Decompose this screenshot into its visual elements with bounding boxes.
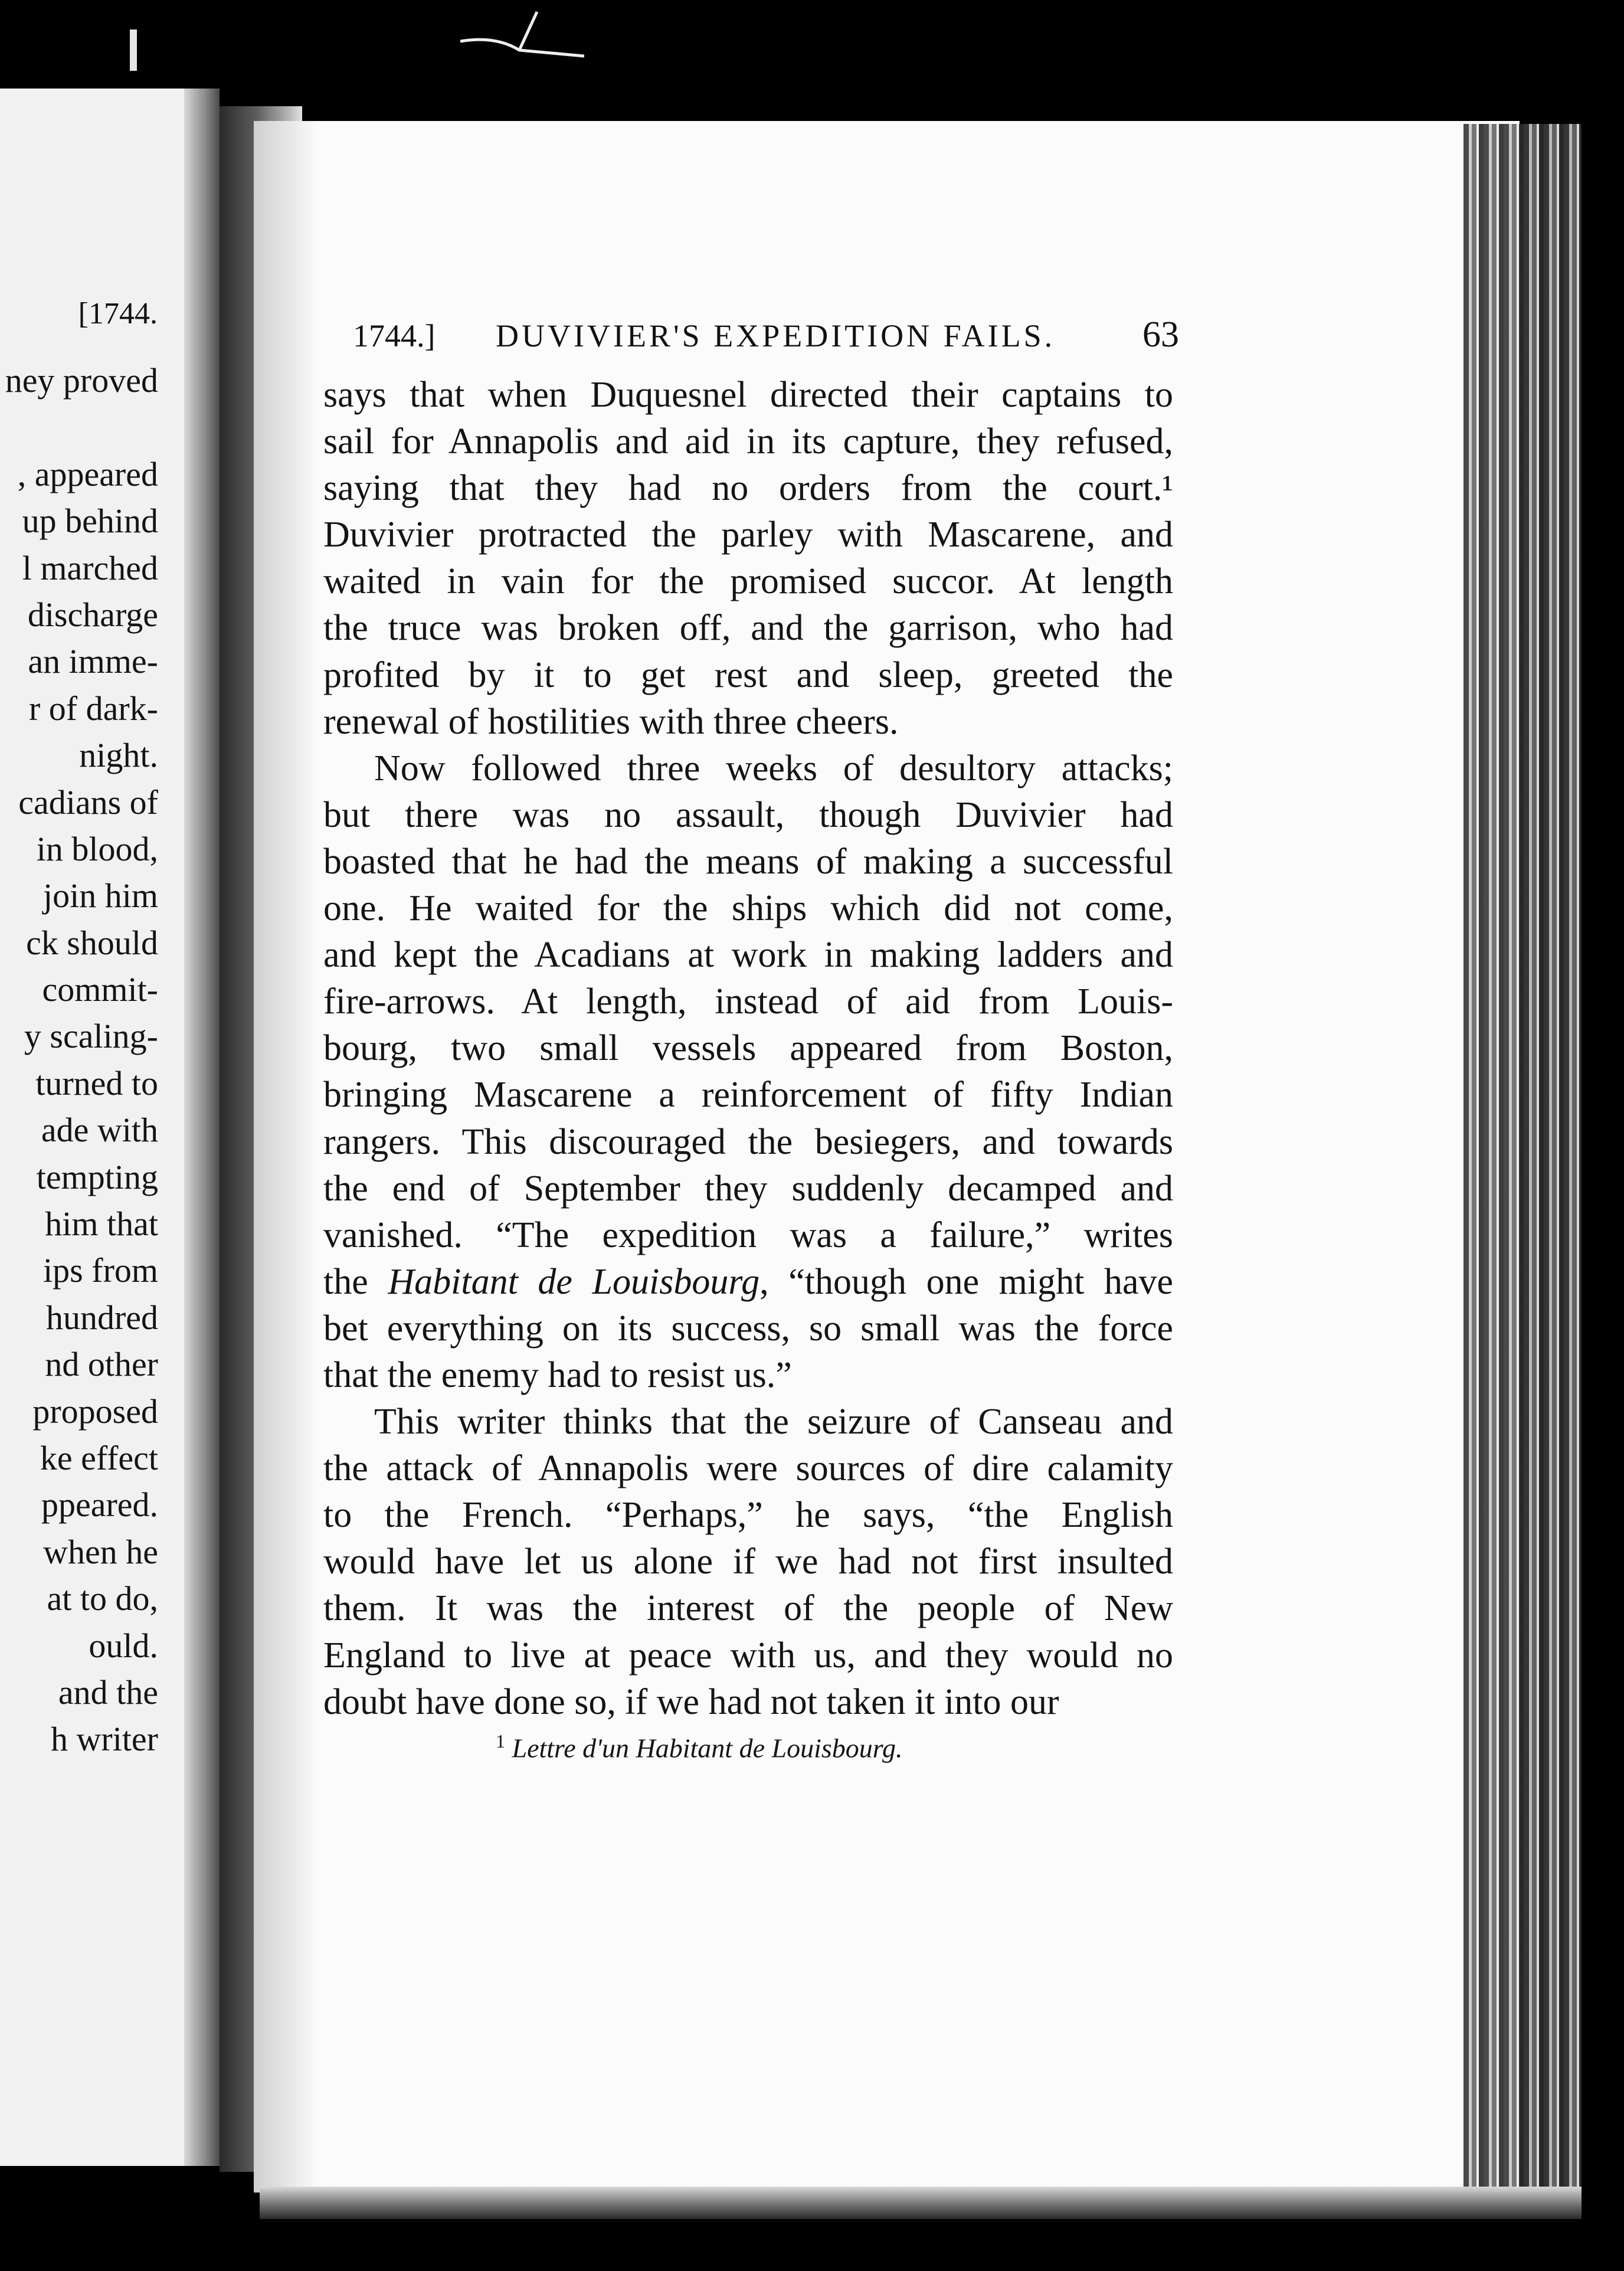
left-text-line: hundred <box>45 1298 158 1337</box>
text-line: vanished. “The expedition was a failure,” writes <box>323 1215 1173 1255</box>
text-line: bet everything on its success, so small was the force <box>323 1308 1173 1349</box>
left-text-line: ips from <box>43 1251 158 1290</box>
text-line: fire-arrows. At length, instead of aid from Louis- <box>323 981 1173 1022</box>
left-text-line: up behind <box>22 502 158 541</box>
left-text-line <box>0 404 158 450</box>
left-text-line: h writer <box>51 1720 158 1759</box>
text-line: the Habitant de Louisbourg, “though one might have <box>323 1261 1173 1302</box>
text-line: renewal of hostilities with three cheers. <box>323 701 899 742</box>
left-text-line: ke effect <box>40 1438 158 1477</box>
text-line: to the French. “Perhaps,” he says, “the English <box>323 1495 1173 1536</box>
right-gutter-shade <box>254 121 319 2193</box>
left-text-line: an imme- <box>28 642 158 681</box>
footnote <box>496 1730 902 1763</box>
footnote-marker: 1 <box>496 1730 505 1752</box>
text-line: says that when Duquesnel directed their captains to <box>323 375 1173 415</box>
left-text-line: join him <box>43 876 158 915</box>
text-line: them. It was the interest of the people of New <box>323 1588 1173 1629</box>
text-line: would have let us alone if we had not first insulted <box>323 1542 1173 1582</box>
text-line: boasted that he had the means of making a successful <box>323 841 1173 882</box>
left-page <box>0 89 220 2166</box>
film-mark-left <box>130 30 137 71</box>
left-text-line: y scaling- <box>24 1017 158 1056</box>
left-text-line: commit- <box>42 970 158 1009</box>
text-line: but there was no assault, though Duvivier had <box>323 794 1173 835</box>
left-gutter-shadow <box>184 89 220 2166</box>
left-text-line: , appeared <box>17 454 158 493</box>
text-line: Duvivier protracted the parley with Mascarene, and <box>323 515 1173 555</box>
left-text-line: proposed <box>32 1392 158 1431</box>
page-number: 63 <box>1142 315 1179 355</box>
text-line: waited in vain for the promised succor. At length <box>323 561 1173 602</box>
left-text-line: cadians of <box>18 783 158 822</box>
text-line: bringing Mascarene a reinforcement of fifty Indian <box>323 1075 1173 1115</box>
italic-title: Habitant de Louisbourg <box>388 1261 760 1302</box>
text-line: England to live at peace with us, and they would no <box>323 1635 1173 1676</box>
left-text-line: r of dark- <box>28 689 158 728</box>
running-head-year: 1744.] <box>353 318 436 354</box>
text-line: This writer thinks that the seizure of Canseau and <box>374 1402 1173 1442</box>
text-line: saying that they had no orders from the court.¹ <box>323 468 1173 509</box>
text-line: the truce was broken off, and the garrison, who had <box>323 608 1173 649</box>
left-text-line: him that <box>45 1205 158 1244</box>
text-line: sail for Annapolis and aid in its capture, they refused, <box>323 421 1173 462</box>
left-text-line: turned to <box>35 1063 158 1102</box>
page-fore-edge <box>1463 124 1582 2213</box>
footnote-text: Lettre d'un Habitant de Louisbourg. <box>512 1733 903 1763</box>
left-page-text <box>0 357 158 1763</box>
left-text-line: ney proved <box>5 361 158 400</box>
left-text-line: at to do, <box>47 1579 158 1618</box>
left-running-head: [1744. <box>78 297 158 330</box>
left-text-line: discharge <box>27 595 158 634</box>
left-text-line: ould. <box>89 1626 158 1665</box>
running-head-title: DUVIVIER'S EXPEDITION FAILS. <box>496 318 1056 354</box>
text-line: doubt have done so, if we had not taken it into our <box>323 1681 1059 1722</box>
left-text-line: and the <box>58 1673 158 1712</box>
text-line: one. He waited for the ships which did not come, <box>323 888 1173 929</box>
left-text-line: l marched <box>22 548 158 587</box>
running-head <box>353 307 1179 360</box>
left-text-line: when he <box>43 1532 158 1571</box>
text-line: profited by it to get rest and sleep, greeted the <box>323 655 1173 695</box>
left-text-line: ade with <box>41 1111 158 1150</box>
left-text-line: ck should <box>26 923 158 962</box>
text-line: Now followed three weeks of desultory attacks; <box>374 748 1173 788</box>
left-text-line: nd other <box>45 1345 158 1384</box>
text-line: bourg, two small vessels appeared from Boston, <box>323 1028 1173 1069</box>
left-text-line: in blood, <box>36 829 158 868</box>
film-mark-top <box>448 0 584 65</box>
left-text-line: night. <box>79 736 158 775</box>
page-bottom-edge <box>260 2187 1582 2219</box>
left-text-line: tempting <box>36 1157 158 1196</box>
text-line: and kept the Acadians at work in making ladders and <box>323 935 1173 976</box>
text-line: that the enemy had to resist us.” <box>323 1354 792 1395</box>
body-text <box>323 372 1173 1726</box>
left-text-line: ppeared. <box>41 1485 158 1524</box>
text-line: the attack of Annapolis were sources of dire calamity <box>323 1448 1173 1489</box>
text-line: the end of September they suddenly decamped and <box>323 1168 1173 1209</box>
text-line: rangers. This discouraged the besiegers, and towards <box>323 1121 1173 1162</box>
